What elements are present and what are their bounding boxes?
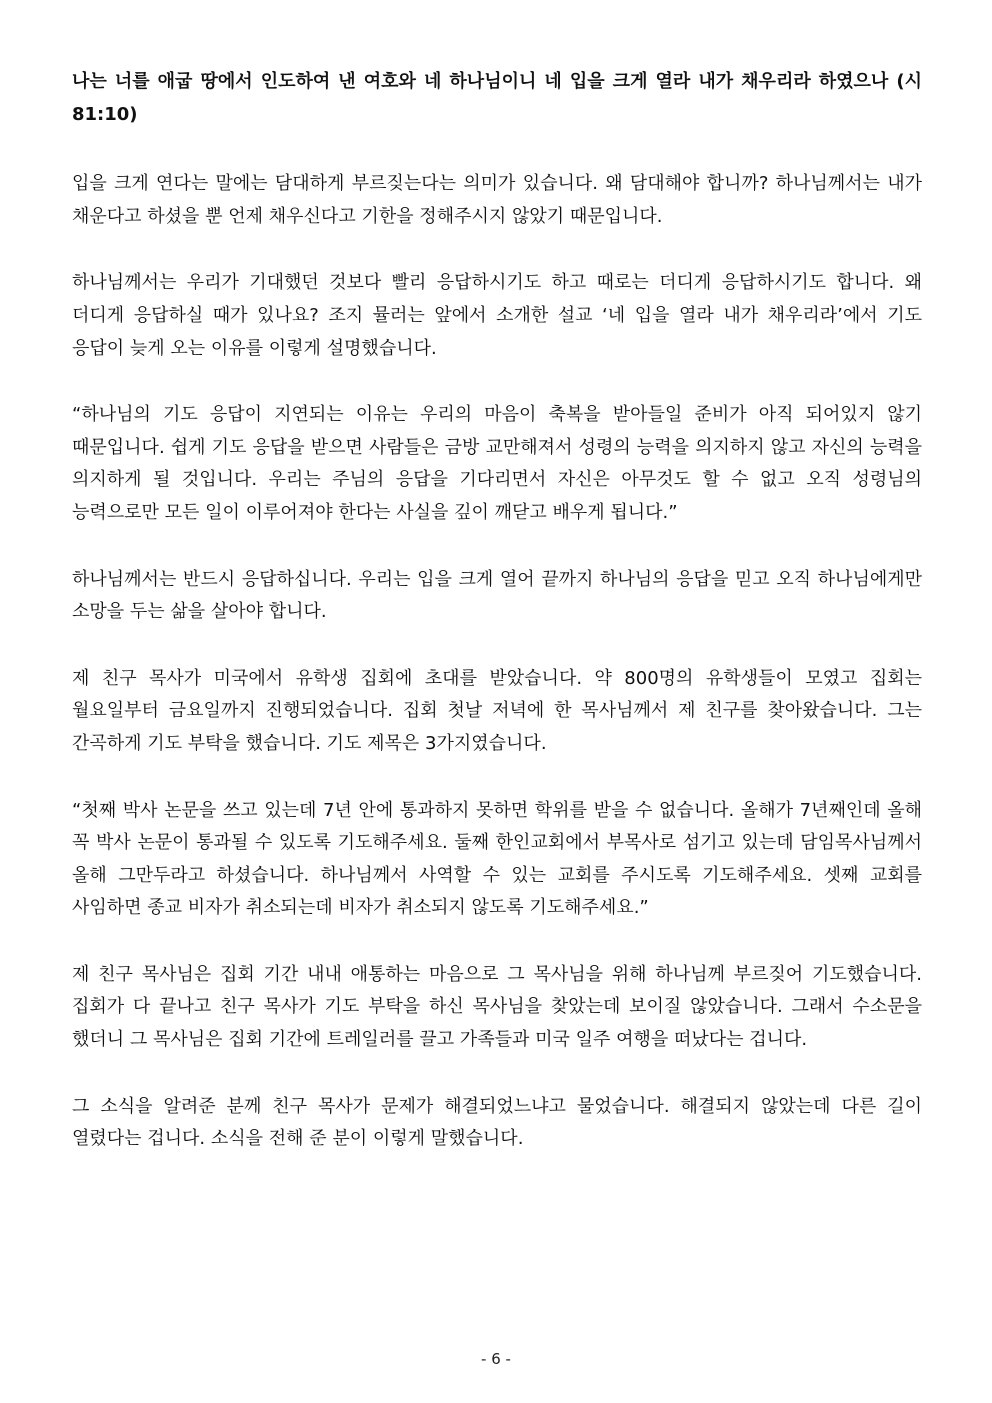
paragraph-8: 그 소식을 알려준 분께 친구 목사가 문제가 해결되었느냐고 물었습니다. 해결되지 않았는데 다른 길이 열렸다는 겁니다. 소식을 전해 준 분이 이렇게 말했습니다. (72, 1095, 922, 1150)
paragraph-3-quote: “하나님의 기도 응답이 지연되는 이유는 우리의 마음이 축복을 받아들일 준비가 아직 되어있지 않기 때문입니다. 쉽게 기도 응답을 받으면 사람들은 금방 교만해져서 성령의 능력을 의지하지 않고 자신의 능력을 의지하게 될 것입니다. 우리는 주님의 응답을 기다리면서 자신은 아무것도 할 수 없고 오직 성령님의 능력으로만 모든 일이 이루어져야 한다는 사실을 깊이 깨닫고 배우게 됩니다.” (72, 404, 922, 523)
scripture-verse: 나는 너를 애굽 땅에서 인도하여 낸 여호와 네 하나님이니 네 입을 크게 열라 내가 채우리라 하였으나 (시 81:10) (72, 71, 922, 125)
paragraph-2: 하나님께서는 우리가 기대했던 것보다 빨리 응답하시기도 하고 때로는 더디게 응답하시기도 합니다. 왜 더디게 응답하실 때가 있나요? 조지 뮬러는 앞에서 소개한 설교 ‘네 입을 열라 내가 채우리라’에서 기도 응답이 늦게 오는 이유를 이렇게 설명했습니다. (72, 272, 922, 359)
paragraph-6-quote: “첫째 박사 논문을 쓰고 있는데 7년 안에 통과하지 못하면 학위를 받을 수 없습니다. 올해가 7년째인데 올해 꼭 박사 논문이 통과될 수 있도록 기도해주세요. 둘째 한인교회에서 부목사로 섬기고 있는데 담임목사님께서 올해 그만두라고 하셨습니다. 하나님께서 사역할 수 있는 교회를 주시도록 기도해주세요. 셋째 교회를 사임하면 종교 비자가 취소되는데 비자가 취소되지 않도록 기도해주세요.” (72, 799, 922, 919)
paragraph-4: 하나님께서는 반드시 응답하십니다. 우리는 입을 크게 열어 끝까지 하나님의 응답을 믿고 오직 하나님에게만 소망을 두는 삶을 살아야 합니다. (72, 568, 922, 623)
paragraph-1: 입을 크게 연다는 말에는 담대하게 부르짖는다는 의미가 있습니다. 왜 담대해야 합니까? 하나님께서는 내가 채운다고 하셨을 뿐 언제 채우신다고 기한을 정해주시지 않았기 때문입니다. (72, 173, 922, 227)
paragraph-7: 제 친구 목사님은 집회 기간 내내 애통하는 마음으로 그 목사님을 위해 하나님께 부르짖어 기도했습니다. 집회가 다 끝나고 친구 목사가 기도 부탁을 하신 목사님을 찾았는데 보이질 않았습니다. 그래서 수소문을 했더니 그 목사님은 집회 기간에 트레일러를 끌고 가족들과 미국 일주 여행을 떠났다는 겁니다. (72, 963, 922, 1051)
page-number: - 6 - (481, 1350, 511, 1368)
document-body (72, 66, 922, 1190)
paragraph-5: 제 친구 목사가 미국에서 유학생 집회에 초대를 받았습니다. 약 800명의 유학생들이 모였고 집회는 월요일부터 금요일까지 진행되었습니다. 집회 첫날 저녁에 한 목사님께서 제 친구를 찾아왔습니다. 그는 간곡하게 기도 부탁을 했습니다. 기도 제목은 3가지였습니다. (72, 667, 922, 754)
